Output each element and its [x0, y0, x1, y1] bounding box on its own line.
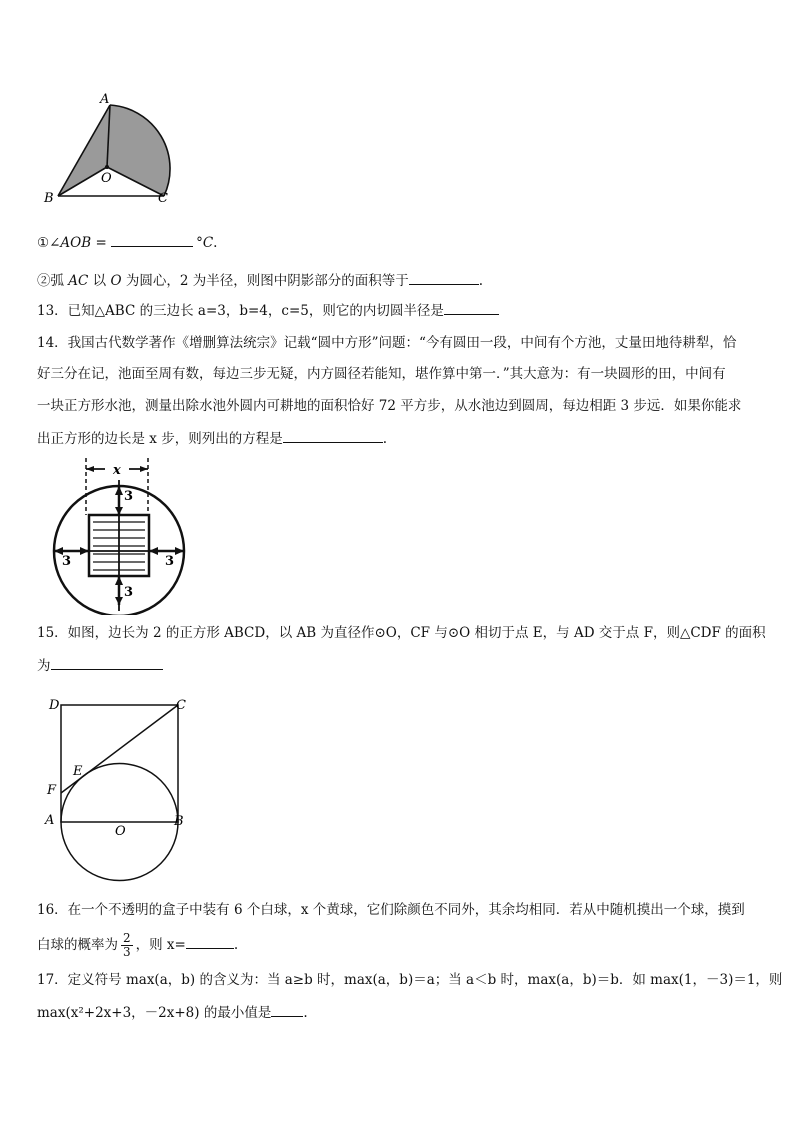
q16-line2 — [37, 932, 238, 959]
q15-line2 — [37, 655, 163, 676]
label-f: F — [47, 783, 57, 798]
q12-part2-center: O — [110, 273, 122, 289]
q12-part1-unit: °C — [196, 235, 214, 251]
q14-line4-end: . — [382, 431, 387, 447]
fraction-numerator: 2 — [123, 931, 131, 945]
q12-part2-prefix: ②弧 — [37, 273, 69, 289]
q16-line1: 16．在一个不透明的盒子中装有 6 个白球，x 个黄球，它们除颜色不同外，其余均相同．若从中随机摸出一个球，摸到 — [37, 902, 745, 918]
q12-part2-end: . — [478, 273, 484, 289]
q12-part2-mid: 以 — [88, 273, 111, 289]
answer-blank[interactable] — [409, 270, 479, 285]
answer-blank[interactable] — [186, 934, 234, 949]
label-b: B — [44, 191, 54, 206]
q15-line2-prefix: 为 — [37, 658, 51, 674]
answer-blank[interactable] — [444, 300, 499, 315]
q14-line4 — [37, 428, 387, 449]
label-a: A — [100, 92, 110, 107]
q12-part1-angle: AOB — [60, 235, 92, 251]
answer-blank[interactable] — [271, 1002, 303, 1017]
q12-part1-end: . — [213, 235, 218, 251]
figure-square-circle — [40, 690, 200, 890]
label-c: C — [176, 698, 186, 713]
answer-blank[interactable] — [283, 428, 383, 443]
label-a: A — [45, 813, 55, 828]
q12-part2 — [37, 270, 483, 291]
fraction — [121, 932, 133, 959]
answer-blank[interactable] — [51, 655, 163, 670]
q17-line1: 17．定义符号 max(a，b) 的含义为：当 a≥b 时，max(a，b)＝a；当 a＜b 时，max(a，b)＝b．如 max(1，－3)＝1，则 — [37, 972, 783, 988]
q17-line2 — [37, 1002, 308, 1023]
q17-line2-end: . — [303, 1005, 308, 1021]
answer-blank[interactable] — [111, 232, 193, 247]
q12-part1 — [37, 232, 217, 253]
q12-part2-arc: AC — [68, 273, 89, 289]
label-b: B — [174, 814, 184, 829]
label-bottom-3: 3 — [124, 585, 134, 600]
label-e: E — [73, 764, 83, 779]
q12-part1-eq: = — [91, 235, 112, 251]
q13-text: 13．已知△ABC 的三边长 a=3，b=4，c=5，则它的内切圆半径是 — [37, 303, 444, 319]
x-label: x — [113, 463, 121, 478]
figure-sector-triangle — [40, 90, 190, 210]
q16-line2-prefix: 白球的概率为 — [37, 937, 118, 953]
q12-part2-rest: 为圆心，2 为半径，则图中阴影部分的面积等于 — [121, 273, 409, 289]
q15-line1: 15．如图，边长为 2 的正方形 ABCD，以 AB 为直径作⊙O，CF 与⊙O 相切于点 E，与 AD 交于点 F，则△CDF 的面积 — [37, 625, 766, 641]
fraction-denominator: 3 — [123, 945, 131, 959]
q14-line1: 14．我国古代数学著作《增删算法统宗》记载“圆中方形”问题：“今有圆田一段，中间有个方池，丈量田地待耕犁，恰 — [37, 335, 737, 351]
label-o: O — [101, 171, 112, 186]
q16-line2-mid: ，则 x= — [135, 937, 186, 953]
q14-line4-prefix: 出正方形的边长是 x 步，则列出的方程是 — [37, 431, 283, 447]
label-right-3: 3 — [165, 554, 175, 569]
label-c: C — [158, 191, 168, 206]
q12-part1-prefix: ①∠ — [37, 235, 61, 251]
label-left-3: 3 — [62, 554, 72, 569]
q16-line2-end: . — [233, 937, 239, 953]
q14-line3: 一块正方形水池，测量出除水池外圆内可耕地的面积恰好 72 平方步，从水池边到圆周，每边相距 3 步远．如果你能求 — [37, 398, 742, 414]
q14-line2: 好三分在记，池面至周有数，每边三步无疑，内方圆径若能知，堪作算中第一．”其大意为：有一块圆形的田，中间有 — [37, 366, 726, 382]
figure-circle-square — [45, 455, 195, 615]
question-13 — [37, 300, 499, 321]
label-top-3: 3 — [124, 489, 134, 504]
label-o: O — [115, 824, 126, 839]
label-d: D — [49, 698, 60, 713]
q17-line2-prefix: max(x²+2x+3，－2x+8) 的最小值是 — [37, 1005, 272, 1021]
